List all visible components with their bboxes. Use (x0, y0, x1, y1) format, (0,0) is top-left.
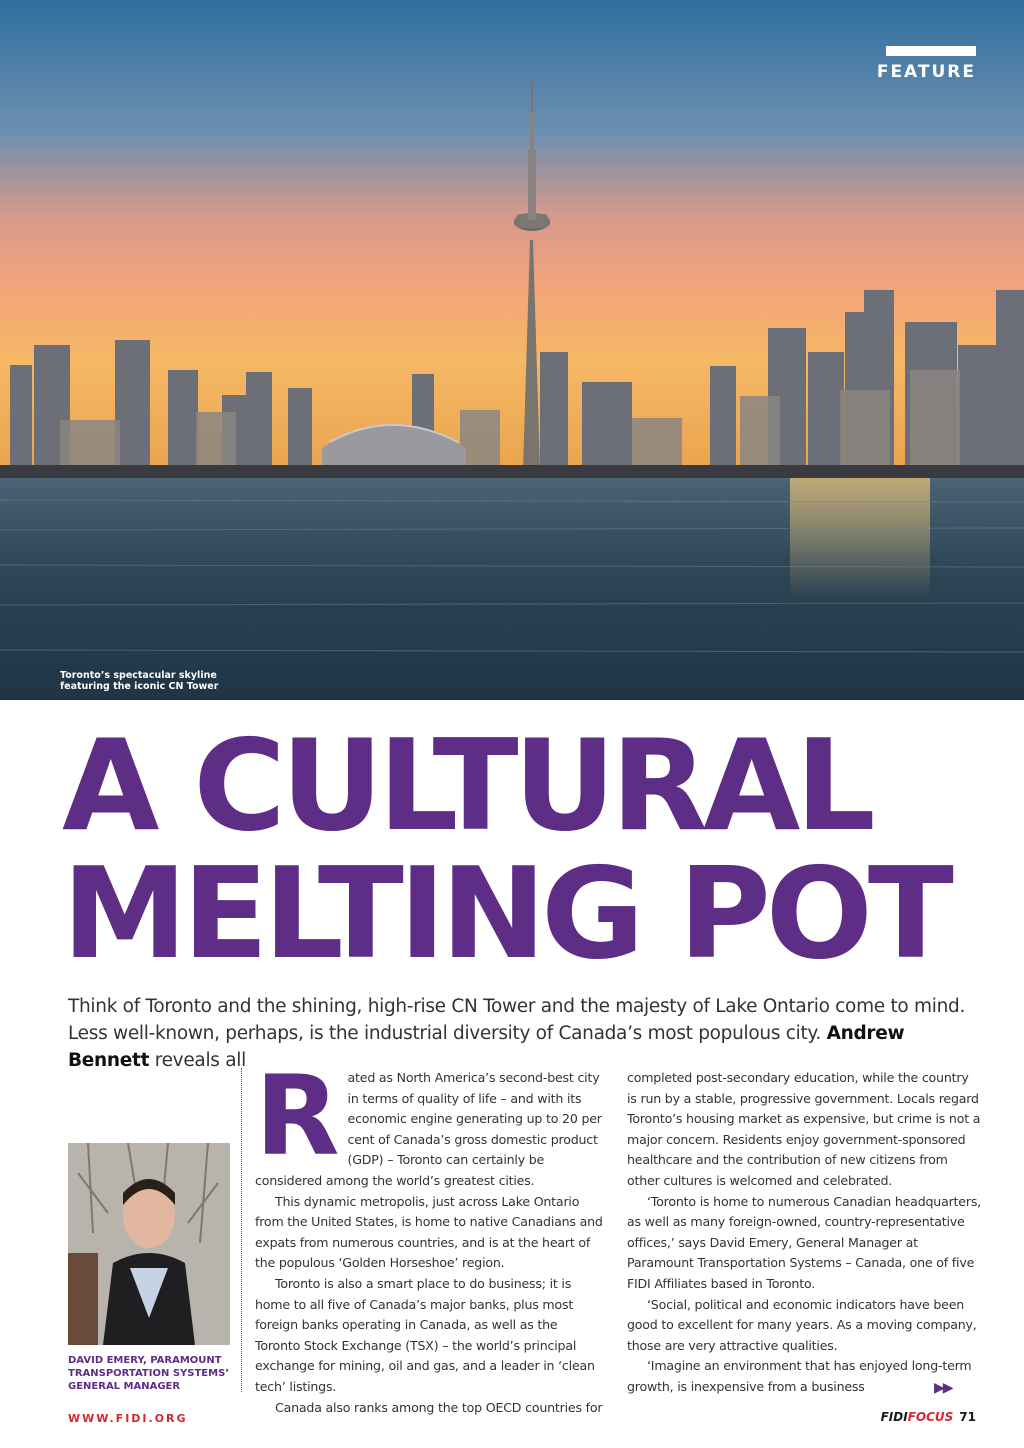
body-column-2 (627, 1068, 982, 1398)
brand-fidi: FIDI (880, 1410, 908, 1424)
paragraph: ‘Social, political and economic indicators have been good to excellent for many years. As a moving company, those are very attractive qualities. (627, 1296, 977, 1353)
standfirst-text: Think of Toronto and the shining, high-rise CN Tower and the majesty of Lake Ontario come to mind. Less well-known, perhaps, is the industrial diversity of Canada’s most populous city. (68, 996, 966, 1044)
hero-photo (0, 0, 1024, 700)
paragraph: ated as North America’s second-best city in terms of quality of life – and with its economic engine generating up to 20 per cent of Canada’s gross domestic product (GDP) – Toronto can certainly be considered among the world’s greatest cities. (255, 1070, 602, 1188)
standfirst-tail: reveals all (149, 1050, 246, 1071)
headline-line-1: A CULTURAL (62, 712, 871, 859)
feature-bar (886, 46, 976, 56)
portrait-caption: DAVID EMERY, PARAMOUNT TRANSPORTATION SYSTEMS’ GENERAL MANAGER (68, 1355, 230, 1392)
column-divider (241, 1068, 242, 1392)
paragraph: ‘Imagine an environment that has enjoyed long-term growth, is inexpensive from a business (627, 1358, 972, 1394)
portrait-photo (68, 1143, 230, 1345)
headline-line-2: MELTING POT (62, 840, 949, 987)
footer-brand (881, 1410, 976, 1424)
paragraph: This dynamic metropolis, just across Lake Ontario from the United States, is home to native Canadians and expats from numerous countries, and is at the heart of the populous ‘Golden Horseshoe’ region. (255, 1193, 603, 1271)
paragraph: Canada also ranks among the top OECD countries for (275, 1399, 603, 1415)
standfirst (68, 993, 968, 1074)
paragraph: completed post-secondary education, while the country is run by a stable, progressive government. Locals regard Toronto’s housing market as expensive, but crime is not a major concern. Residents enjoy government-sponsored healthcare and the contribution of new citizens from other cultures is welcomed and celebrated. (627, 1070, 981, 1188)
author-name: Andrew Bennett (68, 1023, 905, 1071)
paragraph: Toronto is also a smart place to do business; it is home to all five of Canada’s major banks, plus most foreign banks operating in Canada, as well as the Toronto Stock Exchange (TSX) – the world’s principal exchange for mining, oil and gas, and a leader in ‘clean tech’ listings. (255, 1275, 595, 1394)
website-url: WWW.FIDI.ORG (68, 1412, 188, 1425)
body-column-1 (255, 1052, 605, 1418)
brand-focus: FOCUS (907, 1410, 954, 1424)
photo-caption: Toronto’s spectacular skyline featuring the iconic CN Tower (60, 670, 219, 692)
headline (62, 712, 962, 987)
fast-forward-icon: ▶▶ (934, 1379, 952, 1395)
page-number: 71 (959, 1410, 976, 1424)
paragraph: ‘Toronto is home to numerous Canadian headquarters, as well as many foreign-owned, country-representative offices,’ says David Emery, General Manager at Paramount Transportation Systems – Canada, one of five FIDI Affiliates based in Toronto. (627, 1193, 981, 1291)
section-label: FEATURE (876, 62, 976, 82)
toronto-skyline-image (0, 0, 1024, 700)
drop-cap: R (255, 1052, 340, 1180)
